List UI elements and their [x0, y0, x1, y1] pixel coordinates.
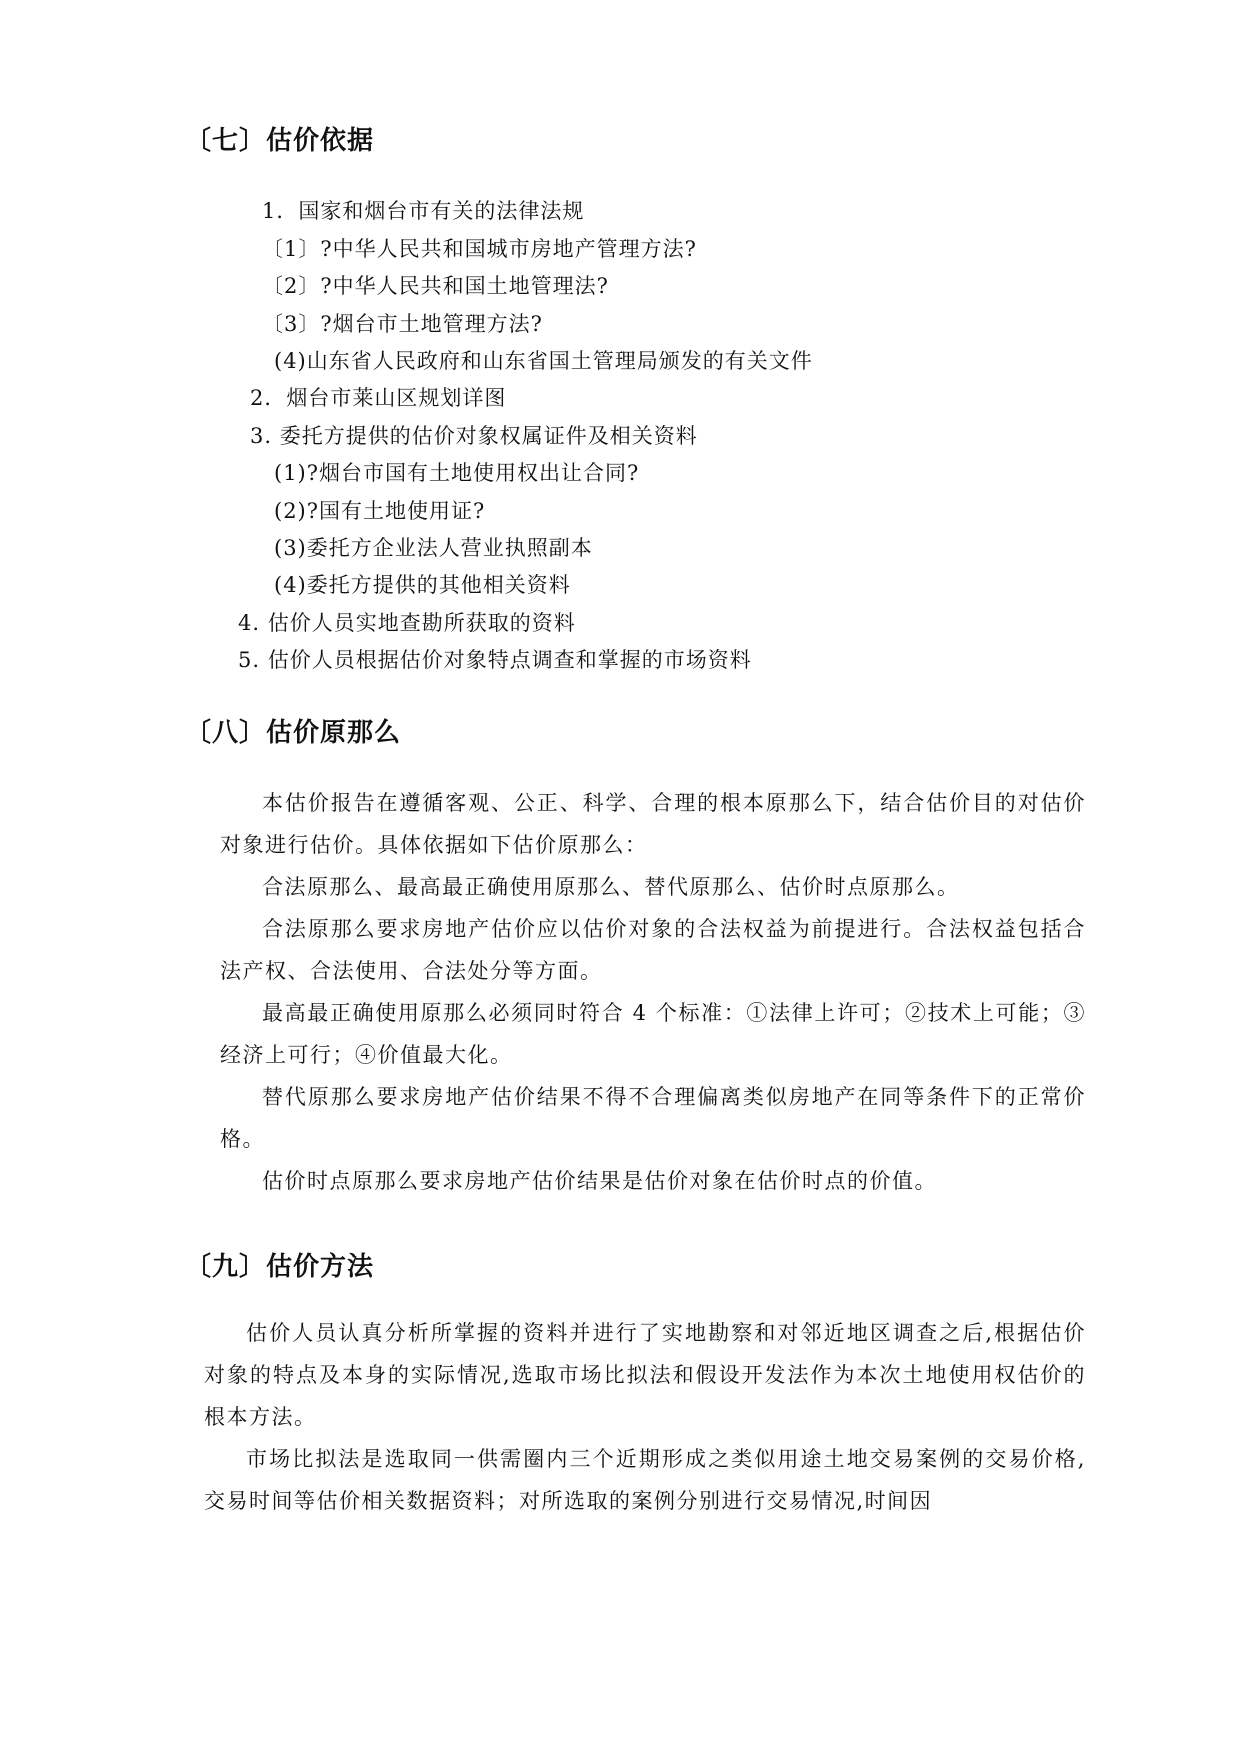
section-heading-principles: 〔八〕估价原那么: [185, 718, 402, 748]
section-heading-basis: 〔七〕估价依据: [185, 126, 375, 156]
principles-paragraph: 估价时点原那么要求房地产估价结果是估价对象在估价时点的价值。: [262, 1169, 937, 1193]
basis-item: 〔3〕?烟台市土地管理方法?: [262, 312, 543, 336]
basis-item: 2．烟台市莱山区规划详图: [250, 386, 507, 410]
basis-item: (2)?国有土地使用证?: [274, 499, 486, 523]
section-heading-methods: 〔九〕估价方法: [185, 1252, 375, 1282]
basis-item: 5. 估价人员根据估价对象特点调查和掌握的市场资料: [238, 648, 752, 672]
principles-paragraph: 替代原那么要求房地产估价结果不得不合理偏离类似房地产在同等条件下的正常价格。: [220, 1085, 1086, 1151]
methods-paragraph: 估价人员认真分析所掌握的资料并进行了实地勘察和对邻近地区调查之后,根据估价对象的特点及本身的实际情况,选取市场比拟法和假设开发法作为本次土地使用权估价的根本方法。: [204, 1321, 1086, 1429]
principles-paragraph: 本估价报告在遵循客观、公正、科学、合理的根本原那么下，结合估价目的对估价对象进行估价。具体依据如下估价原那么：: [220, 791, 1086, 857]
basis-item: (3)委托方企业法人营业执照副本: [274, 536, 593, 560]
basis-item: (1)?烟台市国有土地使用权出让合同?: [274, 461, 640, 485]
basis-item: 〔1〕?中华人民共和国城市房地产管理方法?: [262, 237, 697, 261]
principles-paragraph: 合法原那么、最高最正确使用原那么、替代原那么、估价时点原那么。: [262, 875, 960, 899]
basis-item: (4)委托方提供的其他相关资料: [274, 573, 571, 597]
principles-paragraph: 合法原那么要求房地产估价应以估价对象的合法权益为前提进行。合法权益包括合法产权、合法使用、合法处分等方面。: [220, 917, 1086, 983]
basis-item: 4. 估价人员实地查勘所获取的资料: [238, 611, 576, 635]
methods-paragraph: 市场比拟法是选取同一供需圈内三个近期形成之类似用途土地交易案例的交易价格,交易时间等估价相关数据资料；对所选取的案例分别进行交易情况,时间因: [204, 1447, 1086, 1513]
basis-item: (4)山东省人民政府和山东省国土管理局颁发的有关文件: [274, 349, 813, 373]
principles-paragraph: 最高最正确使用原那么必须同时符合 4 个标准：①法律上许可；②技术上可能；③经济上可行；④价值最大化。: [220, 1001, 1086, 1067]
basis-item: 3. 委托方提供的估价对象权属证件及相关资料: [250, 424, 698, 448]
basis-item: 1．国家和烟台市有关的法律法规: [262, 199, 585, 223]
basis-item: 〔2〕?中华人民共和国土地管理法?: [262, 274, 609, 298]
